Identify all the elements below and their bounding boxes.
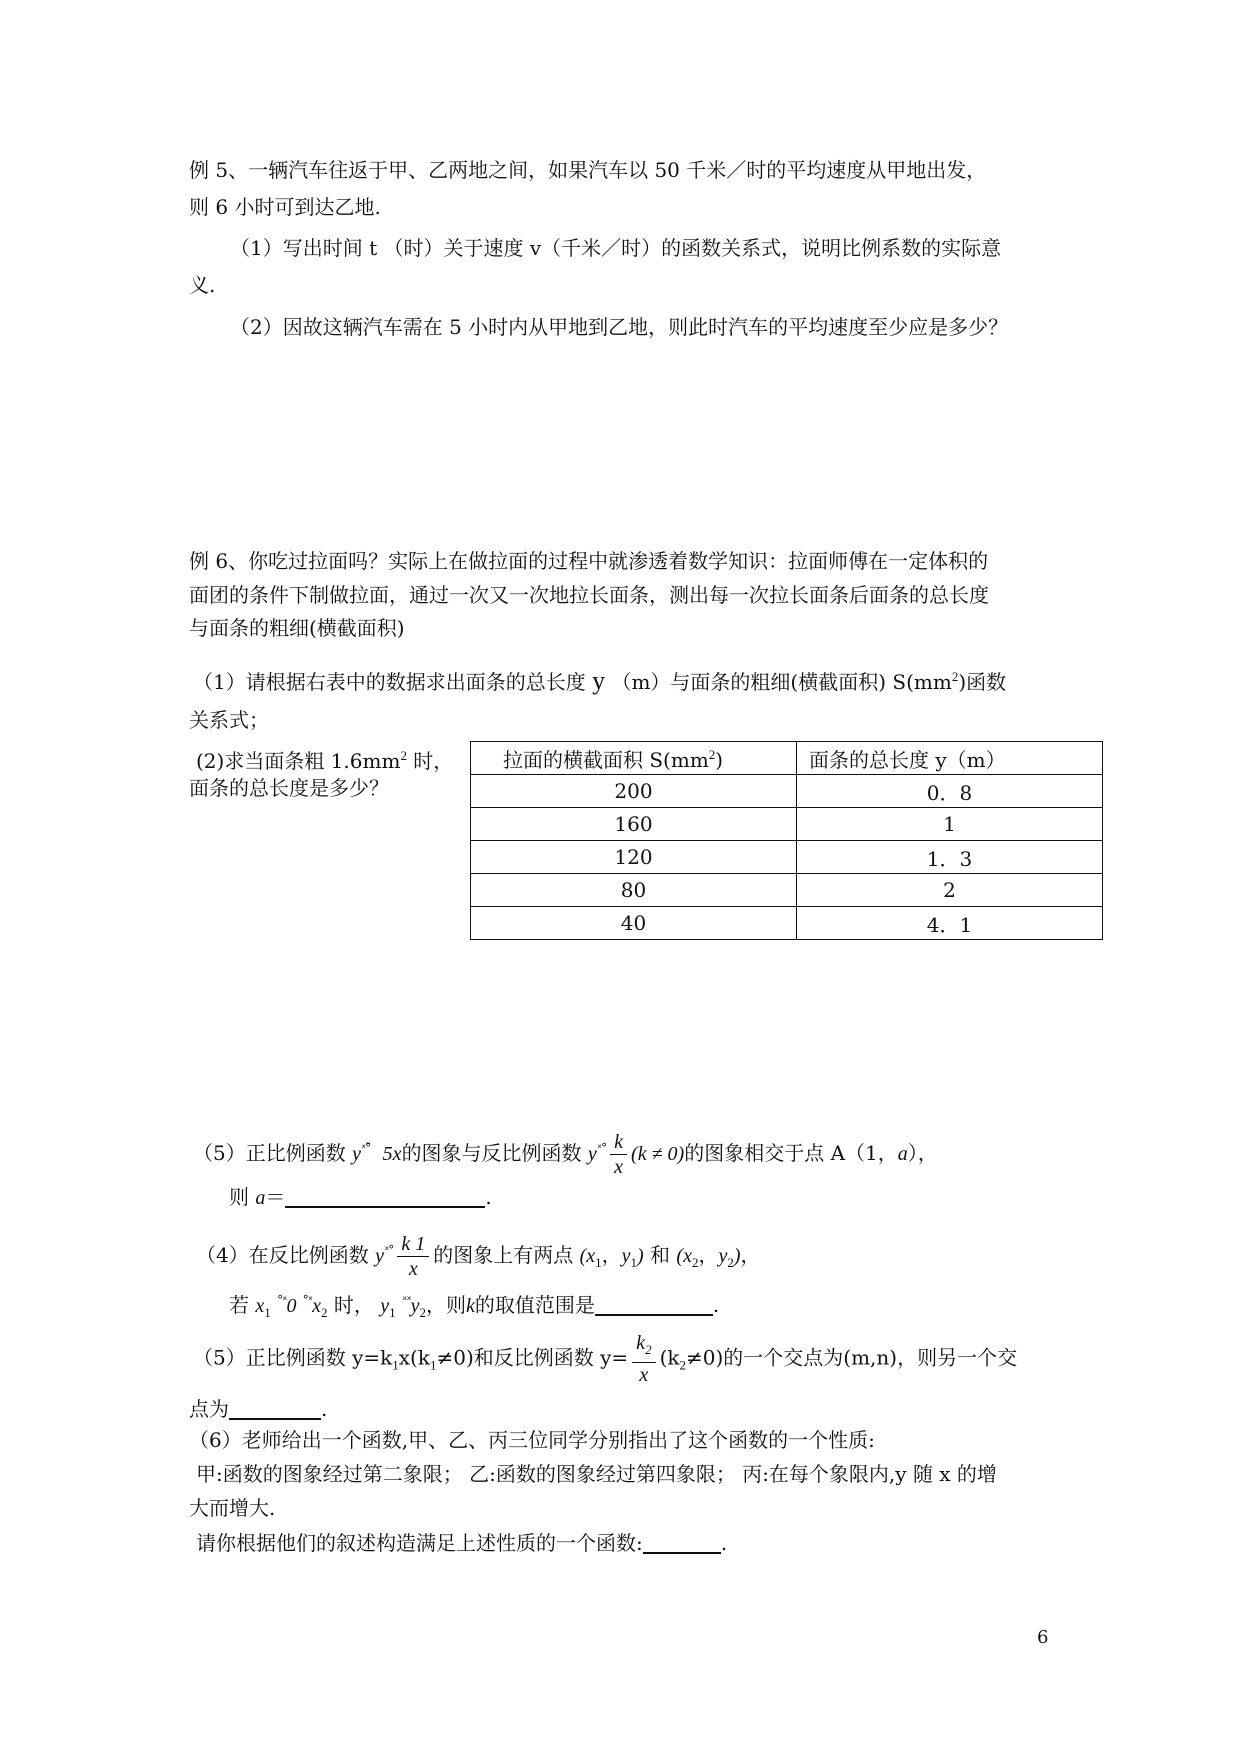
example6-line3: 与面条的粗细(横截面积) bbox=[189, 616, 405, 640]
problem6-line4: 请你根据他们的叙述构造满足上述性质的一个函数: . bbox=[196, 1531, 728, 1555]
example5-line1: 例 5、一辆汽车往返于甲、乙两地之间，如果汽车以 50 千米／时的平均速度从甲地出发， bbox=[189, 158, 987, 182]
answer-blank-a[interactable] bbox=[285, 1184, 485, 1208]
header-area: 拉面的横截面积 $S(mm^2)$ bbox=[471, 742, 797, 775]
cell-length: 0．8 bbox=[797, 775, 1103, 808]
problem5b-line2: 点为 . bbox=[189, 1397, 328, 1421]
table-row bbox=[471, 907, 1103, 940]
example6-q2: (2)求当面条粗 $1.6mm^2$ 时， bbox=[196, 748, 454, 773]
answer-blank-point[interactable] bbox=[229, 1396, 321, 1420]
problem6-line2: 甲:函数的图象经过第二象限； 乙:函数的图象经过第四象限； 丙:在每个象限内,y 随 x 的增 bbox=[196, 1462, 997, 1486]
problem5a-line2: 则 a＝ . bbox=[229, 1185, 492, 1209]
example6-q2-cont: 面条的总长度是多少？ bbox=[189, 776, 389, 800]
cell-area: 200 bbox=[471, 775, 797, 808]
fraction-k2-over-x: $\frac{k_2}{x}$ bbox=[632, 1331, 655, 1387]
var-y: y bbox=[592, 666, 606, 695]
example6-line1: 例 6、你吃过拉面吗？实际上在做拉面的过程中就渗透着数学知识：拉面师傅在一定体积的 bbox=[189, 549, 989, 573]
cell-area: 80 bbox=[471, 874, 797, 907]
answer-blank-k-range[interactable] bbox=[595, 1292, 713, 1316]
example6-line2: 面团的条件下制做拉面，通过一次又一次地拉长面条，测出每一次拉长面条后面条的总长度 bbox=[189, 583, 989, 607]
table-header-row bbox=[471, 742, 1103, 775]
example5-q1-cont: 义. bbox=[189, 273, 216, 297]
noodle-data-table bbox=[470, 741, 1103, 940]
problem5a: （5）正比例函数 $y^{ˣ^\circ̃}$ 5x的图象与反比例函数 $y^{ˣ^\circ}$ $\frac{k}{x}$ (k ≠ 0)的图象相交于点 A（1，a）， bbox=[193, 1131, 938, 1178]
cell-area: 40 bbox=[471, 907, 797, 940]
problem4: （4）在反比例函数 $y^{ˣ^\circ}$ $\frac{k 1}{x}$ 的图象上有两点 ($x_1$，$y_1$) 和 ($x_2$，$y_2$)， bbox=[196, 1233, 761, 1280]
table-row bbox=[471, 841, 1103, 874]
cell-length: 2 bbox=[797, 874, 1103, 907]
example6-q1: （1）请根据右表中的数据求出面条的总长度 y （m）与面条的粗细(横截面积) $S(mm^2)$函数 bbox=[193, 666, 1007, 695]
cell-length: 1 bbox=[797, 808, 1103, 841]
example6-q1-cont: 关系式； bbox=[189, 708, 269, 732]
cell-length: 4．1 bbox=[797, 907, 1103, 940]
page-number: 6 bbox=[1037, 1627, 1049, 1648]
problem6-line1: （6）老师给出一个函数,甲、乙、丙三位同学分别指出了这个函数的一个性质: bbox=[189, 1428, 875, 1452]
fraction-k-over-x: $\frac{k}{x}$ bbox=[610, 1130, 627, 1179]
example5-q1: （1）写出时间 t （时）关于速度 v（千米／时）的函数关系式，说明比例系数的实际意 bbox=[230, 236, 1002, 260]
problem5b: （5）正比例函数 $y=k_1x(k_1\ne 0)$和反比例函数 y= $\frac{k_2}{x}$ $(k_2\ne 0)$的一个交点为(m,n)，则另一个交 bbox=[193, 1332, 1018, 1386]
fraction-k-minus-1-over-x: $\frac{k 1}{x}$ bbox=[397, 1232, 429, 1281]
header-length: 面条的总长度 y（m） bbox=[797, 742, 1103, 775]
table-row bbox=[471, 808, 1103, 841]
table-row bbox=[471, 775, 1103, 808]
problem4-line2: 若 $x_1$ $^{^\circ ˣ}$0 $^{^\circ ˣ}x_2$ 时， $y_1$ $^{ˣˣ}y_2$，则k的取值范围是 . bbox=[229, 1293, 720, 1320]
example5-q2: （2）因故这辆汽车需在 5 小时内从甲地到乙地，则此时汽车的平均速度至少应是多少？ bbox=[230, 315, 1009, 339]
cell-area: 160 bbox=[471, 808, 797, 841]
cell-area: 120 bbox=[471, 841, 797, 874]
problem6-line3: 大而增大. bbox=[189, 1496, 276, 1520]
example5-line2: 则 6 小时可到达乙地. bbox=[189, 195, 381, 219]
answer-blank-function[interactable] bbox=[643, 1530, 721, 1554]
cell-length: 1．3 bbox=[797, 841, 1103, 874]
table-row bbox=[471, 874, 1103, 907]
